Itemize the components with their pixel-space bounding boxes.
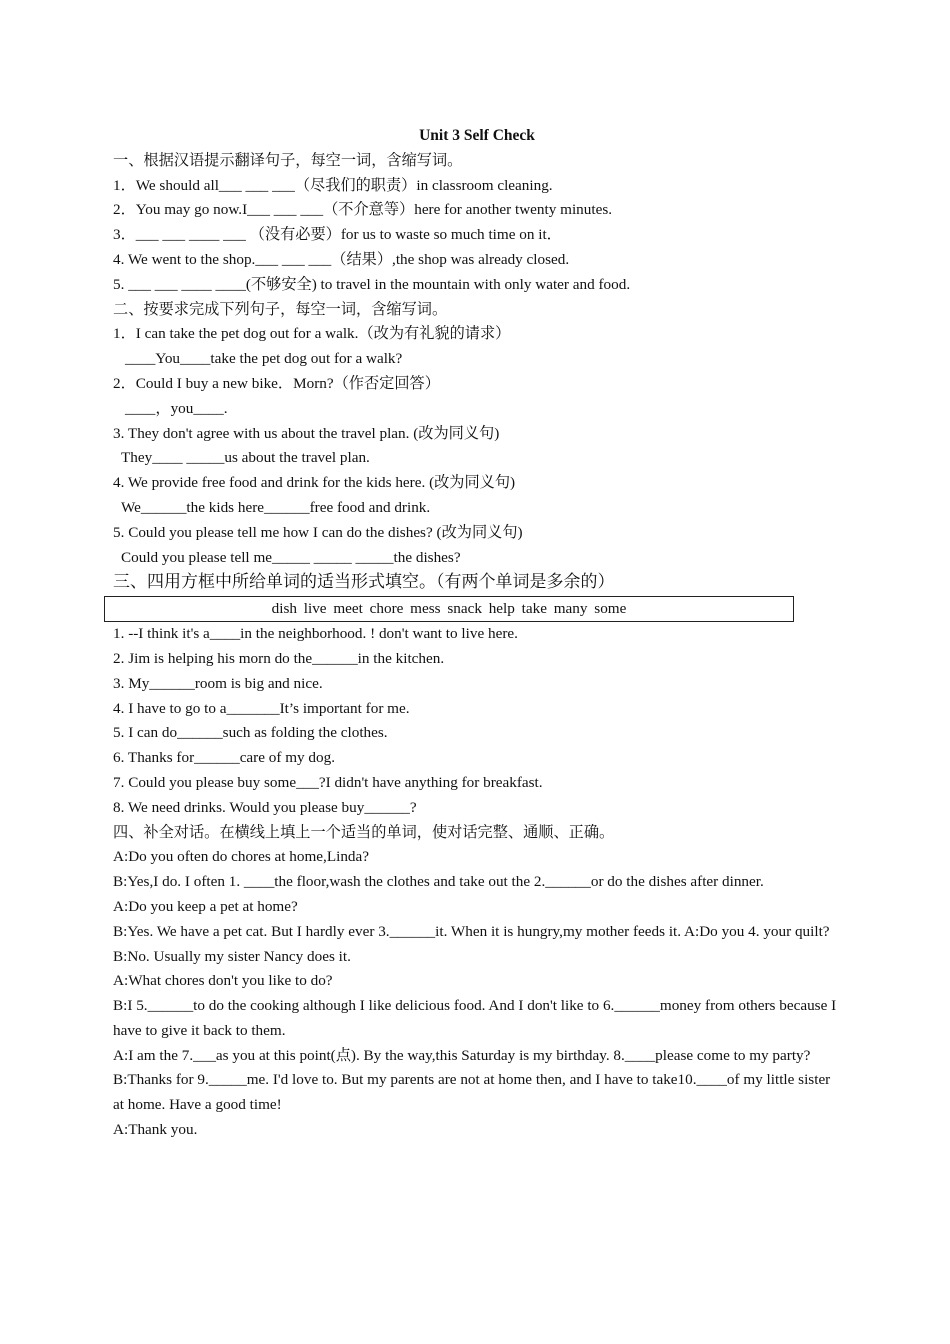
worksheet-title: Unit 3 Self Check xyxy=(419,127,535,144)
dialogue-line-1: A:Do you often do chores at home,Linda? xyxy=(113,848,370,866)
section3-item-4: 4. I have to go to a_______It’s important for me. xyxy=(113,699,410,717)
section3-item-7: 7. Could you please buy some___?I didn't have anything for breakfast. xyxy=(113,773,543,791)
section2-answer-3: They____ _____us about the travel plan. xyxy=(121,449,370,467)
section2-question-4: 4. We provide free food and drink for the kids here. (改为同义句) xyxy=(113,474,516,492)
section2-question-2: 2．Could I buy a new bike．Morn?（作否定回答） xyxy=(113,374,440,392)
section1-heading: 一、根据汉语提示翻译句子，每空一词，含缩写词。 xyxy=(113,151,463,169)
dialogue-line-9: B:Thanks for 9._____me. I'd love to. But my parents are not at home then, and I have to take10.____of my little sister at home. Have a good time! xyxy=(113,1071,831,1114)
section1-item-3: 3．___ ___ ____ ___ （没有必要）for us to waste so much time on it． xyxy=(113,226,562,244)
section3-item-3: 3. My______room is big and nice. xyxy=(113,674,323,692)
dialogue-line-2: B:Yes,I do. I often 1. ____the floor,wash the clothes and take out the 2.______or do the dishes after dinner. xyxy=(113,873,764,891)
dialogue-line-7: B:I 5.______to do the cooking although I like delicious food. And I don't like to 6.______money from others because I have to give it back to them. xyxy=(113,997,837,1039)
section1-item-2: 2．You may go now.I___ ___ ___（不介意等）here for another twenty minutes. xyxy=(113,201,613,219)
dialogue-line-10: A:Thank you. xyxy=(113,1121,198,1139)
section1-item-1: 1．We should all___ ___ ___（尽我们的职责）in classroom cleaning. xyxy=(113,176,553,194)
dialogue-line-5: B:No. Usually my sister Nancy does it. xyxy=(113,947,351,965)
section2-question-1: 1．I can take the pet dog out for a walk.（改为有礼貌的请求） xyxy=(113,325,511,343)
dialogue-line-8: A:I am the 7.___as you at this point(点). By the way,this Saturday is my birthday. 8.____please come to my party? xyxy=(113,1046,811,1064)
dialogue-line-4: B:Yes. We have a pet cat. But I hardly ever 3.______it. When it is hungry,my mother feeds it. A:Do you 4. your quilt? xyxy=(113,922,830,940)
word-box: dish live meet chore mess snack help take many some xyxy=(104,596,794,622)
section2-answer-1: ____You____take the pet dog out for a walk? xyxy=(125,350,403,368)
section1-item-4: 4. We went to the shop.___ ___ ___（结果）,the shop was already closed. xyxy=(113,250,570,268)
section2-answer-5: Could you please tell me_____ _____ _____the dishes? xyxy=(121,548,461,566)
section3-item-8: 8. We need drinks. Would you please buy______? xyxy=(113,798,417,816)
section3-item-6: 6. Thanks for______care of my dog. xyxy=(113,749,335,767)
dialogue-line-6: A:What chores don't you like to do? xyxy=(113,972,333,990)
section2-answer-2: ____，you____. xyxy=(125,399,228,417)
dialogue-line-3: A:Do you keep a pet at home? xyxy=(113,897,298,915)
section2-answer-4: We______the kids here______free food and drink. xyxy=(121,498,431,516)
section2-question-3: 3. They don't agree with us about the travel plan. (改为同义句) xyxy=(113,424,500,442)
section2-question-5: 5. Could you please tell me how I can do the dishes? (改为同义句) xyxy=(113,523,523,541)
section1-item-5: 5. ___ ___ ____ ____(不够安全) to travel in the mountain with only water and food. xyxy=(113,275,631,293)
section2-heading: 二、按要求完成下列句子，每空一词，含缩写词。 xyxy=(113,300,448,318)
section4-heading: 四、补全对话。在横线上填上一个适当的单词，使对话完整、通顺、正确。 xyxy=(113,823,615,841)
section3-item-5: 5. I can do______such as folding the clothes. xyxy=(113,724,388,742)
section3-item-1: 1. --I think it's a____in the neighborhood. ! don't want to live here. xyxy=(113,625,518,643)
section3-heading: 三、四用方框中所给单词的适当形式填空。（有两个单词是多余的） xyxy=(113,572,615,592)
worksheet-page xyxy=(113,124,841,1143)
section3-item-2: 2. Jim is helping his morn do the______in the kitchen. xyxy=(113,649,445,667)
